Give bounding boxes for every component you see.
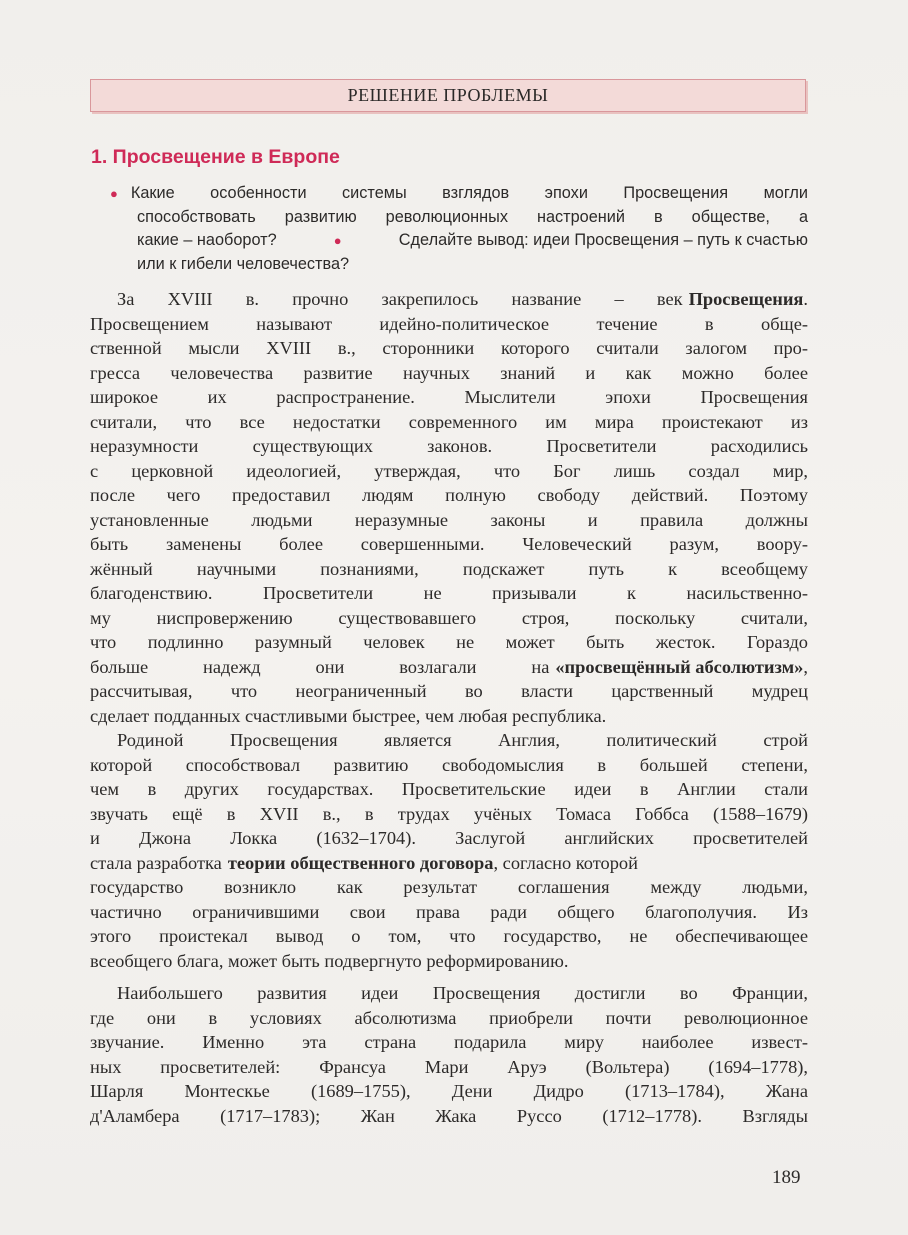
- text-line: [90, 875, 808, 900]
- text-line: [90, 949, 808, 974]
- text-segment: всеобщего блага, может быть подвергнуто реформированию.: [90, 950, 569, 971]
- text-line: [90, 483, 808, 508]
- text-line: [90, 361, 808, 386]
- text-segment: после чего предоставил людям полную свободу действий. Поэтому: [90, 485, 808, 505]
- question-line: [110, 182, 808, 206]
- page-number: 189: [772, 1167, 801, 1188]
- text-line: [90, 508, 808, 533]
- text-segment: му ниспровержению существовавшего строя, поскольку считали,: [90, 607, 808, 628]
- text-segment: жённый научными познаниями, подскажет путь к всеобщему: [90, 558, 808, 579]
- text-line: [90, 826, 808, 851]
- text-segment: , согласно которой: [493, 852, 638, 873]
- text-line: [90, 924, 808, 949]
- text-line: [90, 630, 808, 655]
- text-line: [90, 777, 808, 802]
- text-segment: этого проистекал вывод о том, что государство, не обеспечивающее: [90, 926, 808, 946]
- text-segment: рассчитывая, что неограниченный во власти царственный мудрец: [90, 681, 808, 701]
- text-segment: ственной мысли XVIII в., сторонники которого считали залогом про-: [90, 338, 808, 358]
- text-segment: быть заменены более совершенными. Человеческий разум, воору-: [90, 534, 808, 554]
- text-line: [90, 679, 808, 704]
- text-line: [90, 557, 808, 582]
- bullet-icon: ●: [333, 233, 342, 248]
- questions-block: [110, 182, 808, 276]
- text-segment: ных просветителей: Франсуа Мари Аруэ (Вольтера) (1694–1778),: [90, 1056, 808, 1077]
- term-enlightened-absolutism: «просвещённый абсолютизм»: [555, 656, 804, 677]
- text-segment: чем в других государствах. Просветительские идеи в Англии стали: [90, 779, 808, 799]
- banner-title: РЕШЕНИЕ ПРОБЛЕМЫ: [347, 85, 549, 105]
- text-line: [90, 312, 808, 337]
- text-line: [90, 1030, 808, 1055]
- text-segment: больше надежд они возлагали на: [90, 656, 550, 677]
- question-text: какие – наоборот?: [137, 231, 277, 249]
- bullet-icon: ●: [110, 186, 118, 201]
- question-line: [110, 206, 808, 230]
- text-line: [90, 981, 808, 1006]
- text-segment: неразумности существующих законов. Просветители расходились: [90, 436, 808, 456]
- text-line: [90, 753, 808, 778]
- text-segment: сделает подданных счастливыми быстрее, чем любая республика.: [90, 705, 607, 726]
- question-text: Какие особенности системы взглядов эпохи Просвещения могли: [130, 184, 808, 202]
- text-line: [90, 728, 808, 753]
- text-segment: Наибольшего развития идеи Просвещения достигли во Франции,: [117, 983, 808, 1003]
- text-line: [90, 336, 808, 361]
- text-segment: которой способствовал развитию свободомыслия в большей степени,: [90, 754, 808, 775]
- text-segment: где они в условиях абсолютизма приобрели почти революционное: [90, 1007, 808, 1028]
- text-line: [90, 1079, 808, 1104]
- question-text: способствовать развитию революционных настроений в обществе, а: [137, 207, 808, 226]
- text-segment: считали, что все недостатки современного им мира проистекают из: [90, 411, 808, 432]
- text-segment: с церковной идеологией, утверждая, что Бог лишь создал мир,: [90, 460, 808, 481]
- term-enlightenment: Просвещения: [688, 289, 804, 309]
- text-segment: звучать ещё в XVII в., в трудах учёных Томаса Гоббса (1588–1679): [90, 803, 808, 824]
- text-line: [90, 581, 808, 606]
- text-segment: звучание. Именно эта страна подарила миру наиболее извест-: [90, 1032, 808, 1052]
- text-line: [90, 851, 808, 876]
- text-segment: стала разработка: [90, 852, 222, 873]
- text-line: [90, 459, 808, 484]
- text-line: [90, 1055, 808, 1080]
- text-segment: и Джона Локка (1632–1704). Заслугой английских просветителей: [90, 828, 808, 848]
- text-segment: что подлинно разумный человек не может быть жесток. Гораздо: [90, 632, 808, 652]
- text-line: [90, 532, 808, 557]
- text-line: [90, 434, 808, 459]
- text-segment: д'Аламбера (1717–1783); Жан Жака Руссо (1712–1778). Взгляды: [90, 1105, 808, 1126]
- text-line: больше надежд они возлагали на «просвещённый абсолютизм» ,: [90, 655, 808, 680]
- text-line: [90, 1104, 808, 1129]
- text-line: За XVIII в. прочно закрепилось название – век Просвещения .: [90, 287, 808, 312]
- text-line: [90, 900, 808, 925]
- section-heading: 1. Просвещение в Европе: [91, 146, 340, 168]
- term-social-contract: теории общественного договора: [227, 852, 494, 873]
- text-segment: Шарля Монтескье (1689–1755), Дени Дидро (1713–1784), Жана: [90, 1081, 808, 1101]
- text-segment: гресса человечества развитие научных знаний и как можно более: [90, 362, 808, 383]
- text-segment: государство возникло как результат соглашения между людьми,: [90, 877, 808, 897]
- main-text: [90, 287, 808, 1128]
- text-line: [90, 606, 808, 631]
- section-banner: [90, 79, 806, 112]
- text-line: [90, 802, 808, 827]
- question-line: [110, 229, 808, 253]
- text-line: [90, 704, 808, 729]
- text-line: [90, 1006, 808, 1031]
- text-segment: частично ограничившими свои права ради общего благополучия. Из: [90, 901, 808, 922]
- text-segment: Просвещением называют идейно-политическое течение в обще-: [90, 313, 808, 334]
- text-segment: широкое их распространение. Мыслители эпохи Просвещения: [90, 387, 808, 407]
- question-text: или к гибели человечества?: [137, 254, 350, 273]
- text-line: [90, 385, 808, 410]
- paragraph-gap: [90, 973, 808, 981]
- text-segment: За XVIII в. прочно закрепилось название – век: [117, 289, 683, 309]
- question-line: [110, 253, 808, 277]
- text-line: [90, 410, 808, 435]
- text-segment: благоденствию. Просветители не призывали к насильственно-: [90, 583, 808, 603]
- text-segment: установленные людьми неразумные законы и правила должны: [90, 509, 808, 530]
- question-text: Сделайте вывод: идеи Просвещения – путь к счастью: [398, 231, 808, 249]
- text-segment: Родиной Просвещения является Англия, политический строй: [117, 730, 808, 750]
